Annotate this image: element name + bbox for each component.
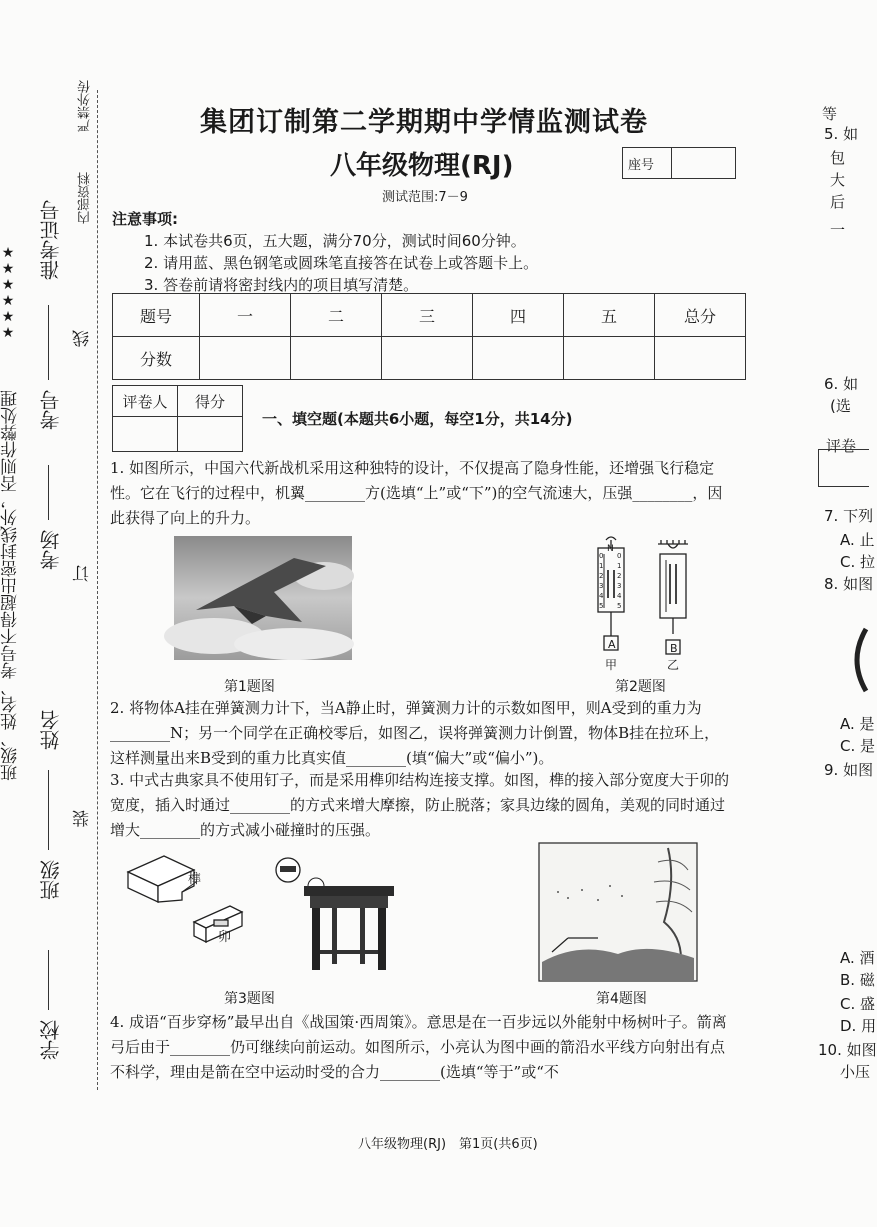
peek-text: 小压 <box>840 1063 871 1081</box>
score-cell[interactable] <box>564 337 655 380</box>
peek-text: 7. 下列 <box>824 507 874 525</box>
fig1-jet-photo <box>174 536 352 660</box>
score-cell[interactable] <box>291 337 382 380</box>
fig4-archery-drawing <box>538 842 698 982</box>
admission-no-label: 准考证号 <box>39 200 63 280</box>
svg-text:0: 0 <box>617 552 622 560</box>
svg-text:1: 1 <box>599 562 604 570</box>
peek-text: 后 <box>830 193 846 211</box>
xian-mark: 线 <box>73 330 93 347</box>
peek-text: A. 酒 <box>840 949 875 967</box>
fig3-label-mao: 卯 <box>218 930 232 945</box>
peek-text: C. 是 <box>840 737 876 755</box>
peek-text: 包 <box>830 149 846 167</box>
forbidden-text: 严禁外传 <box>78 80 93 132</box>
peek-text: C. 拉 <box>840 553 876 571</box>
peek-text: C. 盛 <box>840 995 876 1013</box>
svg-text:3: 3 <box>599 582 604 590</box>
fig2-label-b: B <box>670 642 678 655</box>
name-label: 姓名 <box>39 710 63 750</box>
svg-text:4: 4 <box>599 592 604 600</box>
svg-text:2: 2 <box>599 572 604 580</box>
fig2-caption: 第2题图 <box>615 679 666 695</box>
peek-text: B. 磁 <box>840 971 875 989</box>
fig2-label-yi: 乙 <box>667 658 680 672</box>
exam-room-label: 考场 <box>39 530 63 570</box>
peek-text: 大 <box>830 171 846 189</box>
grader-label: 评卷人 <box>113 386 178 417</box>
score-header: 二 <box>291 294 382 337</box>
test-range: 测试范围:7－9 <box>382 190 468 205</box>
peek-text: 6. 如 <box>824 375 859 393</box>
binding-strip <box>0 70 100 1090</box>
score-cell[interactable] <box>655 337 746 380</box>
question-2: 2. 将物体A挂在弹簧测力计下，当A静止时，弹簧测力计的示数如图甲，则A受到的重力为________N；另一个同学在正确校零后，如图乙，误将弹簧测力计倒置，物体B挂在拉环上，这样测量出来B受到的重力比真实值________(填“偏大”或“偏小”)。 <box>110 699 720 767</box>
svg-text:5: 5 <box>617 602 622 610</box>
svg-text:4: 4 <box>617 592 622 600</box>
grader-score-label: 得分 <box>178 386 243 417</box>
score-header: 五 <box>564 294 655 337</box>
section-title: 一、填空题(本题共6小题，每空1分，共14分) <box>262 410 573 428</box>
svg-text:0: 0 <box>599 552 604 560</box>
peek-text: D. 用 <box>840 1017 877 1035</box>
grader-cell[interactable] <box>113 417 178 452</box>
score-header: 总分 <box>655 294 746 337</box>
score-header: 三 <box>382 294 473 337</box>
page-footer: 八年级物理(RJ) 第1页(共6页) <box>358 1137 538 1152</box>
question-4: 4. 成语“百步穿杨”最早出自《战国策·西周策》。意思是在一百步远以外能射中杨树叶子。箭离弓后由于________仍可继续向前运动。如图所示，小亮认为图中画的箭沿水平线方向射出有点不科学，理由是箭在空中运动时受的合力________(选填“等于”或“不 <box>110 1013 727 1081</box>
svg-text:2: 2 <box>617 572 622 580</box>
fig3-label-sun: 榫 <box>188 872 202 887</box>
peek-text: 5. 如 <box>824 125 859 143</box>
question-1: 1. 如图所示，中国六代新战机采用这种独特的设计，不仅提高了隐身性能，还增强飞行稳定性。它在飞行的过程中，机翼________方(选填“上”或“下”)的空气流速大，压强________，因此获得了向上的升力。 <box>110 459 723 527</box>
peek-text: 等 <box>822 105 838 123</box>
fig2-label-jia: 甲 <box>605 658 618 672</box>
score-header: 四 <box>473 294 564 337</box>
score-cell[interactable] <box>473 337 564 380</box>
warning-text: 班级、姓名、考号不得超出密封线外，否则作弊处理 <box>1 390 21 781</box>
seal-line <box>97 90 98 1090</box>
grader-score-cell[interactable] <box>178 417 243 452</box>
peek-text: 一 <box>830 221 846 239</box>
fig4-caption: 第4题图 <box>596 991 647 1007</box>
peek-text: A. 是 <box>840 715 875 733</box>
question-3: 3. 中式古典家具不使用钉子，而是采用榫卯结构连接支撑。如图，榫的接入部分宽度大于卯的宽度，插入时通过________的方式来增大摩擦，防止脱落；家具边缘的圆角，美观的同时通过增大________的方式减小碰撞时的压强。 <box>110 771 730 839</box>
exam-no-label: 考号 <box>39 390 63 430</box>
next-page-peek <box>818 95 877 1105</box>
star-row: ★★★★★★ <box>0 245 16 341</box>
score-table <box>112 293 746 380</box>
notes <box>112 208 538 296</box>
fig1-caption: 第1题图 <box>224 679 275 695</box>
peek-text: A. 止 <box>840 531 875 549</box>
svg-text:5: 5 <box>599 602 604 610</box>
score-row-label: 分数 <box>113 337 200 380</box>
seat-label: 座号 <box>628 158 655 173</box>
fig3-table-image <box>270 856 420 978</box>
fig2-spring-scales <box>588 540 698 670</box>
svg-text:1: 1 <box>617 562 622 570</box>
fig3-caption: 第3题图 <box>224 991 275 1007</box>
zhuang-mark: 装 <box>73 810 93 827</box>
score-cell[interactable] <box>200 337 291 380</box>
score-cell[interactable] <box>382 337 473 380</box>
peek-text: 9. 如图 <box>824 761 874 779</box>
exam-subtitle: 八年级物理(RJ) <box>330 151 514 181</box>
score-header: 一 <box>200 294 291 337</box>
internal-text: 内部资料 <box>78 172 93 224</box>
fig2-label-n: N <box>607 544 614 554</box>
svg-text:3: 3 <box>617 582 622 590</box>
note-item: 3. 答卷前请将密封线内的项目填写清楚。 <box>144 276 419 294</box>
note-item: 2. 请用蓝、黑色钢笔或圆珠笔直接答在试卷上或答题卡上。 <box>144 254 539 272</box>
exam-title: 集团订制第二学期期中学情监测试卷 <box>200 107 648 138</box>
school-label: 学校 <box>39 1020 63 1060</box>
peek-ring-figure <box>848 625 868 695</box>
score-header: 题号 <box>113 294 200 337</box>
seat-number-box[interactable] <box>622 147 736 179</box>
note-item: 1. 本试卷共6页，五大题，满分70分，测试时间60分钟。 <box>144 232 526 250</box>
grader-table <box>112 385 243 452</box>
class-label: 班级 <box>39 860 63 900</box>
peek-text: 10. 如图 <box>818 1041 877 1059</box>
notes-heading: 注意事项: <box>112 210 178 228</box>
peek-text: 评卷 <box>826 437 857 455</box>
ding-mark: 订 <box>73 565 93 582</box>
peek-text: (选 <box>830 397 851 415</box>
peek-text: 8. 如图 <box>824 575 874 593</box>
fig2-label-a: A <box>608 638 616 651</box>
